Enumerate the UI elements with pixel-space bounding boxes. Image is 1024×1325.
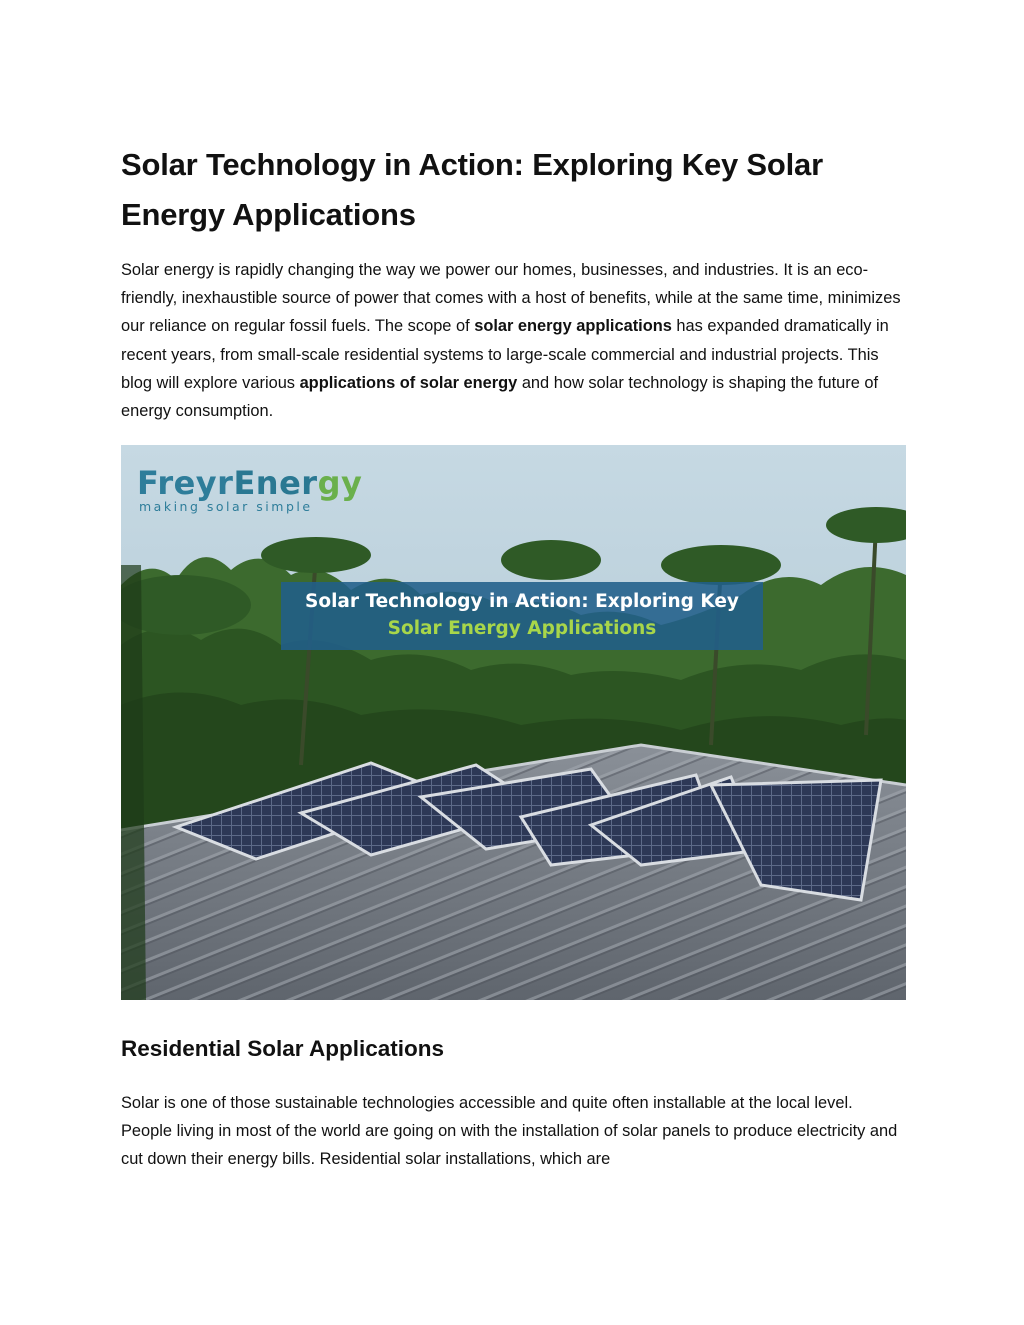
page-title: Solar Technology in Action: Exploring Key Solar Energy Applications [121, 147, 823, 232]
logo-text-freyr: Freyr [137, 464, 234, 502]
intro-bold-1: solar energy applications [474, 317, 672, 336]
section-heading-residential: Residential Solar Applications [121, 1036, 444, 1061]
logo-text-gy: gy [317, 464, 363, 502]
intro-bold-2: applications of solar energy [299, 373, 518, 392]
intro-paragraph [121, 256, 901, 425]
section-paragraph-residential: Solar is one of those sustainable technologies accessible and quite often installable at the local level. People living in most of the world are going on with the installation of solar panels to produce electricity and cut down their energy bills. Residential solar installations, which are [121, 1094, 898, 1169]
intro-text-2: has expanded dramatically in recent years, from small-scale residential systems to large-scale commercial and industrial projects. This blog will explore various [121, 317, 889, 392]
logo-text-ener: Ener [233, 464, 318, 502]
banner-line-2: Solar Energy Applications [387, 618, 657, 639]
intro-text-3: and how solar technology is shaping the future of energy consumption. [121, 373, 879, 421]
logo-tagline: making solar simple [139, 499, 313, 514]
hero-image [121, 445, 906, 1000]
intro-text-1: Solar energy is rapidly changing the way we power our homes, businesses, and industries. It is an eco-friendly, inexhaustible source of power that comes with a host of benefits, while at the same time, minimizes our reliance on regular fossil fuels. The scope of [121, 261, 901, 336]
freyr-energy-logo [137, 465, 362, 514]
banner-line-1: Solar Technology in Action: Exploring Key [305, 591, 739, 612]
image-title-banner [281, 582, 763, 650]
hero-photo-illustration [121, 445, 906, 1000]
